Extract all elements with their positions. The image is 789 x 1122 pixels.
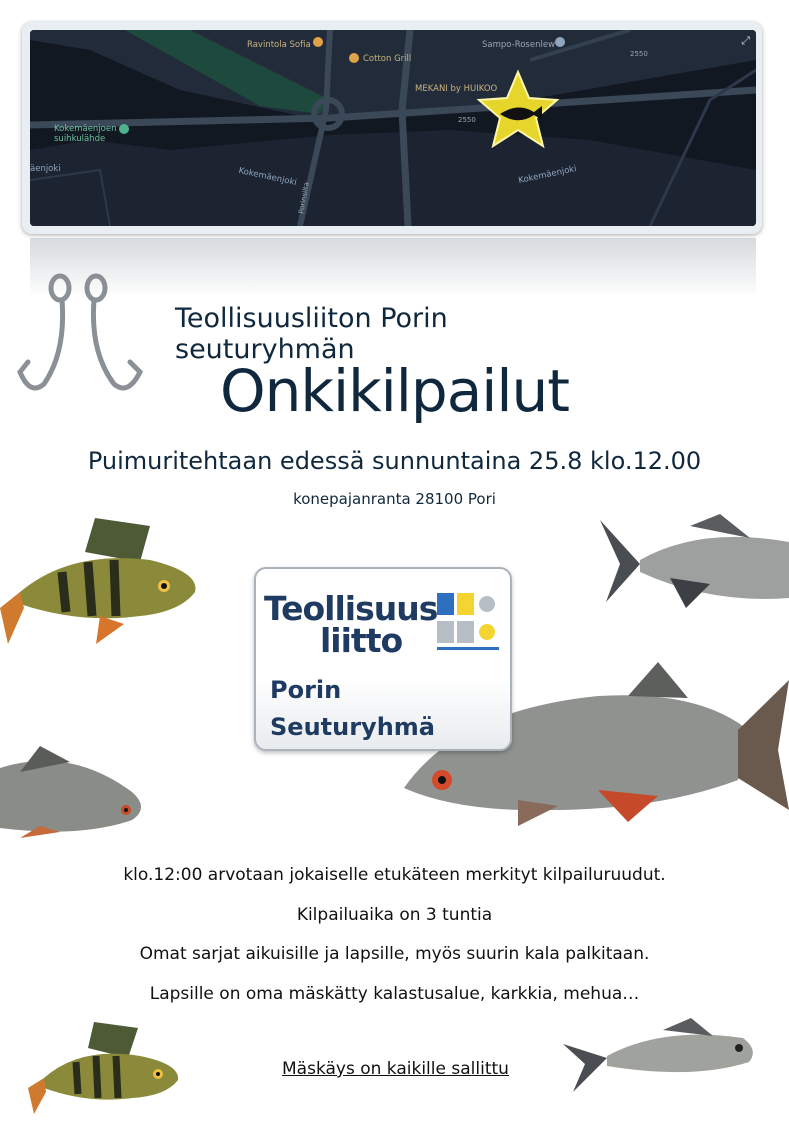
bream-fish	[600, 512, 789, 612]
perch-fish-small	[28, 1018, 183, 1116]
logo-text-teollisuus: Teollisuus	[264, 589, 438, 628]
logo-text-liitto: liitto	[320, 621, 403, 660]
logo-text-seuturyhma: Seuturyhmä	[270, 713, 435, 741]
event-title: Onkikilpailut	[219, 357, 570, 425]
event-when: Puimuritehtaan edessä sunnuntaina 25.8 klo.12.00	[87, 447, 702, 475]
map-label-sampo: Sampo-Rosenlew	[482, 40, 556, 50]
roach-fish	[0, 742, 152, 840]
map-label-suihkulahde: suihkulähde	[54, 134, 106, 144]
map-label-cotton: Cotton Grill	[363, 54, 412, 64]
map-label-porinsilta: Porinsilta	[297, 181, 311, 215]
map-road-number: 2550	[630, 50, 648, 58]
detail-line-3: Omat sarjat aikuisille ja lapsille, myös suurin kala palkitaan.	[139, 944, 650, 964]
map-label-kokemaenjoki-mid: Kokemäenjoki	[237, 165, 298, 189]
fullscreen-icon[interactable]: ⤢	[741, 34, 750, 47]
map-road-number: 2550	[458, 116, 476, 124]
detail-line-2: Kilpailuaika on 3 tuntia	[296, 905, 493, 925]
map-label-aenjoki: äenjoki	[30, 164, 61, 174]
map-label-ravintola: Ravintola Sofia	[247, 40, 311, 50]
bream-fish-small	[563, 1016, 758, 1096]
logo-text-porin: Porin	[270, 676, 342, 704]
logo-squares-icon	[437, 593, 499, 653]
detail-line-1: klo.12:00 arvotaan jokaiselle etukäteen merkityt kilpailuruudut.	[123, 865, 666, 885]
map-label-kokemaenjoen: Kokemäenjoen	[54, 124, 117, 134]
organizer-subtitle: Teollisuusliiton Porin seuturyhmän	[175, 303, 448, 365]
map-label-mekani: MEKANI by HUIKOO	[415, 84, 498, 94]
detail-line-4: Lapsille on oma mäskätty kalastusalue, karkkia, mehua…	[149, 984, 640, 1004]
location-map[interactable]	[30, 30, 756, 226]
map-label-kokemaenjoki-right: Kokemäenjoki	[517, 163, 578, 187]
event-address: konepajanranta 28100 Pori	[293, 490, 496, 508]
footer-link[interactable]: Mäskäys on kaikille sallittu	[282, 1059, 509, 1079]
perch-fish	[0, 512, 205, 647]
